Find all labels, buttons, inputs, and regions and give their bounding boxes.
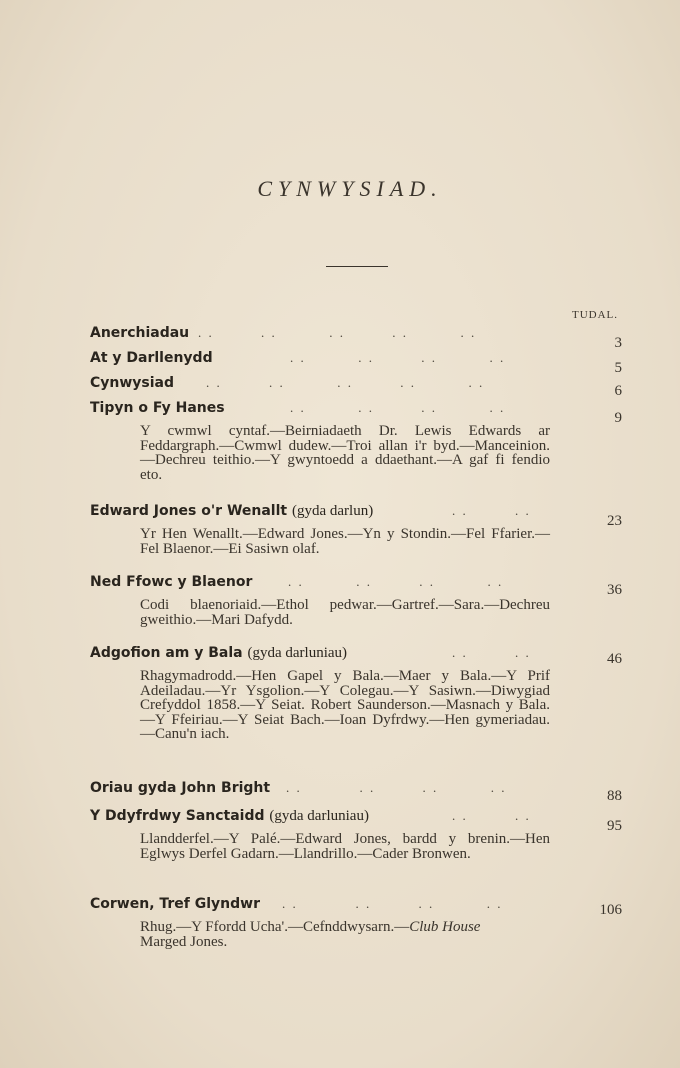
toc-entry-subtitle: (gyda darlun) xyxy=(291,503,374,519)
toc-entry-description: Codi blaenoriaid.—Ethol pedwar.—Gartref.—Sara.—Dechreu gweithio.—Mari Dafydd. xyxy=(140,597,550,628)
page-column-header: TUDAL. xyxy=(572,309,619,321)
toc-entry-description: Y cwmwl cyntaf.—Beirniadaeth Dr. Lewis Edwards ar Feddargraph.—Cwmwl dudew.—Troi allan i'r byd.—Manceinion.—Dechreu teithio.—Y gwyntoedd a ddaethant.—A gaf fi fendio eto. xyxy=(140,423,550,483)
toc-entry-title: Corwen, Tref Glyndwr xyxy=(90,896,261,912)
toc-entry-title: Oriau gyda John Bright xyxy=(90,780,271,796)
leader-dots: . . . . xyxy=(452,808,531,823)
toc-entry-title: Ned Ffowc y Blaenor xyxy=(90,574,253,590)
leader-dots: . . . . . . . . . . xyxy=(206,375,485,390)
toc-entry-oriau-gyda-john-bright[interactable] xyxy=(90,780,630,804)
toc-entry-subtitle: (gyda darluniau) xyxy=(269,808,369,824)
toc-entry-description xyxy=(140,920,550,949)
toc-entry-title xyxy=(90,645,347,662)
toc-entry-title: Tipyn o Fy Hanes xyxy=(90,400,225,416)
toc-entry-title: Anerchiadau xyxy=(90,325,190,341)
toc-entry-title-text: Adgofion am y Bala xyxy=(90,645,243,661)
toc-entry-description-italic: Club House xyxy=(409,919,481,935)
toc-entry-cynwysiad[interactable] xyxy=(90,375,630,399)
toc-entry-page: 6 xyxy=(614,383,622,399)
toc-entry-anerchiadau[interactable] xyxy=(90,325,630,349)
toc-entry-page: 3 xyxy=(614,335,622,351)
toc-entry-title xyxy=(90,503,373,520)
toc-entry-page: 46 xyxy=(607,651,622,667)
toc-entry-at-y-darllenydd[interactable] xyxy=(90,350,630,374)
toc-entry-page: 88 xyxy=(607,788,622,804)
toc-entry-title: Cynwysiad xyxy=(90,375,175,391)
toc-entry-page: 5 xyxy=(614,360,622,376)
toc-entry-tipyn-o-fy-hanes[interactable] xyxy=(90,400,630,482)
page-title: CYNWYSIAD. xyxy=(257,176,443,201)
title-rule xyxy=(326,266,388,267)
toc-entry-page: 95 xyxy=(607,818,622,834)
toc-entry-title xyxy=(90,808,369,825)
toc-entry-subtitle: (gyda darluniau) xyxy=(247,645,348,661)
leader-dots: . . . . . . . . xyxy=(288,574,504,589)
toc-entry-page: 23 xyxy=(607,513,622,529)
toc-entry-page: 9 xyxy=(614,410,622,426)
leader-dots: . . . . . . . . . . xyxy=(198,325,477,340)
toc-entry-ned-ffowc[interactable] xyxy=(90,574,630,627)
leader-dots: . . . . . . . . xyxy=(290,350,506,365)
leader-dots: . . . . xyxy=(452,645,531,660)
toc-entry-description-tail: Marged Jones. xyxy=(140,933,228,950)
leader-dots: . . . . . . . . xyxy=(290,400,506,415)
toc-entry-title: At y Darllenydd xyxy=(90,350,213,366)
toc-entry-description-text: Rhug.—Y Ffordd Ucha'.—Cefnddwysarn.— xyxy=(140,919,410,935)
toc-entry-description: Yr Hen Wenallt.—Edward Jones.—Yn y Stondin.—Fel Ffarier.—Fel Blaenor.—Ei Sasiwn olaf. xyxy=(140,526,550,557)
toc-entry-corwen-tref-glyndwr[interactable] xyxy=(90,896,630,949)
leader-dots: . . . . xyxy=(452,503,531,518)
toc-entry-title-text: Y Ddyfrdwy Sanctaidd xyxy=(90,808,265,824)
toc-entry-title-text: Edward Jones o'r Wenallt xyxy=(90,503,288,519)
toc-entry-page: 106 xyxy=(599,902,622,918)
toc-entry-edward-jones[interactable] xyxy=(90,503,630,556)
toc-entry-description: Rhagymadrodd.—Hen Gapel y Bala.—Maer y Bala.—Y Prif Adeiladau.—Yr Ysgolion.—Y Colegau.—Y Sasiwn.—Diwygiad Crefyddol 1858.—Y Seiat. Robert Saunderson.—Masnach y Bala.—Y Ffeiriau.—Y Seiat Bach.—Ioan Dyfrdwy.—Hen gymeriadau.—Canu'n iach. xyxy=(140,668,550,742)
leader-dots: . . . . . . . . xyxy=(282,896,503,911)
toc-entry-page: 36 xyxy=(607,582,622,598)
toc-entry-adgofion-am-y-bala[interactable] xyxy=(90,645,630,742)
toc-entry-description: Llandderfel.—Y Palé.—Edward Jones, bardd y brenin.—Hen Eglwys Derfel Gadarn.—Llandrillo.—Cader Bronwen. xyxy=(140,831,550,862)
toc-entry-y-ddyfrdwy-sanctaidd[interactable] xyxy=(90,808,630,861)
leader-dots: . . . . . . . . xyxy=(286,780,507,795)
